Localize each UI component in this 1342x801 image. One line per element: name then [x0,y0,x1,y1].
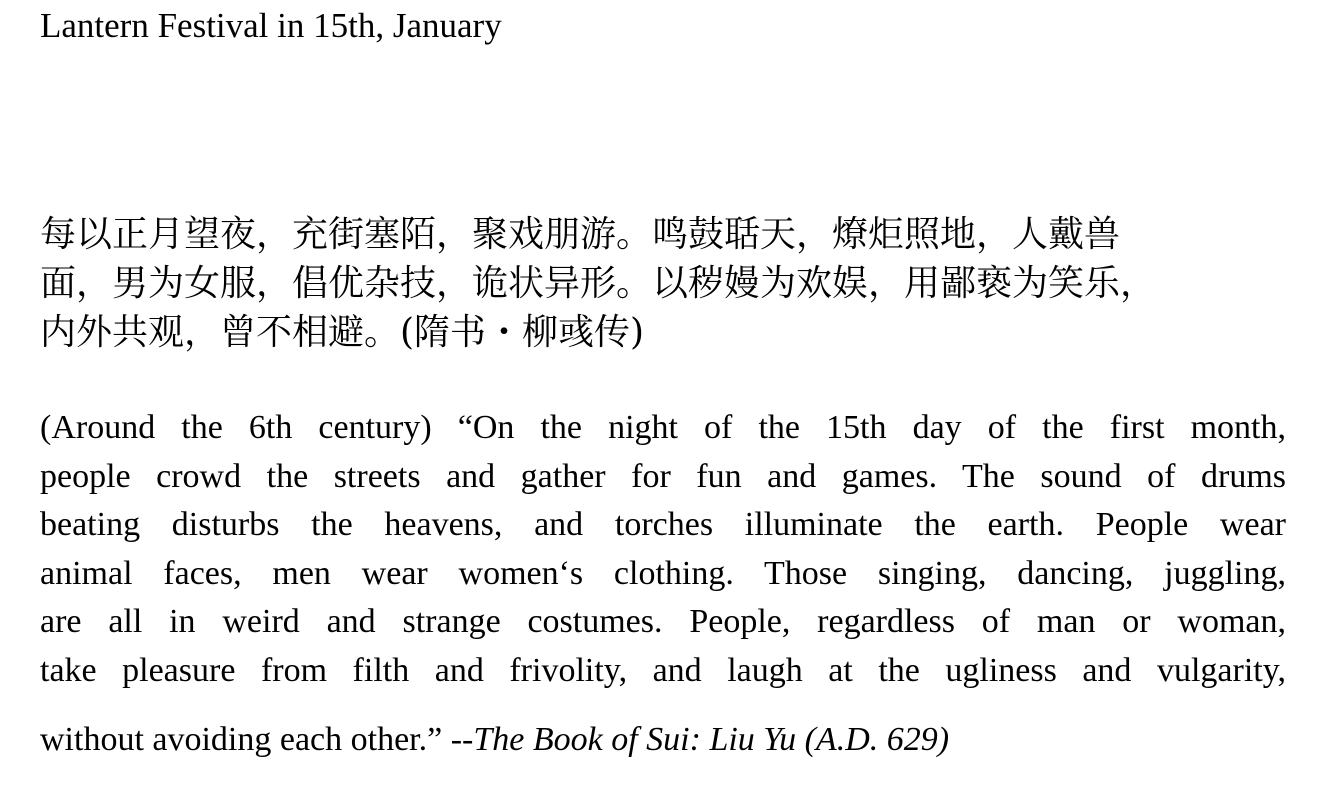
chinese-line: 面，男为女服，倡优杂技，诡状异形。以秽嫚为欢娱，用鄙亵为笑乐， [40,263,1157,304]
english-line: animal faces, men wear women‘s clothing. Those singing, dancing, juggling, [40,554,1286,592]
source-citation: --The Book of Sui: Liu Yu (A.D. 629) [450,721,950,758]
english-line: beating disturbs the heavens, and torches illuminate the earth. People wear [40,506,1286,544]
chinese-line: 每以正月望夜，充街塞陌，聚戏朋游。鸣鼓聒天，燎炬照地，人戴兽 [40,214,1121,255]
english-line: people crowd the streets and gather for fun and games. The sound of drums [40,457,1286,495]
english-line: are all in weird and strange costumes. People, regardless of man or woman, [40,603,1286,641]
english-line: take pleasure from filth and frivolity, and laugh at the ugliness and vulgarity, [40,651,1286,689]
english-last-line-text: without avoiding each other.” [40,721,443,758]
english-final-line [40,716,949,764]
english-translation [40,404,1286,696]
chinese-quote [40,210,1310,357]
english-line: (Around the 6th century) “On the night of the 15th day of the first month, [40,409,1286,446]
chinese-line: 内外共观，曾不相避。(隋书・柳彧传) [40,312,645,353]
document-title: Lantern Festival in 15th, January [40,6,502,45]
